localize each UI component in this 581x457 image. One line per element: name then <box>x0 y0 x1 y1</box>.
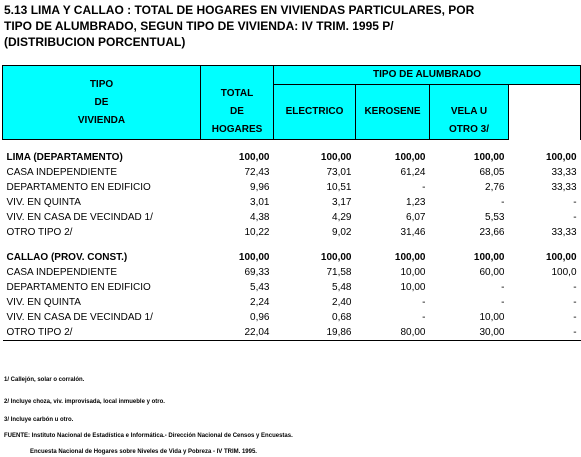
footnote-2: 2/ Incluye choza, viv. improvisada, local inmueble y otro. <box>4 399 165 405</box>
table-row: VIV. EN CASA DE VECINDAD 1/ 0,96 0,68 - 10,00 - <box>6 312 577 323</box>
table-row: OTRO TIPO 2/ 10,22 9,02 31,46 23,66 33,33 <box>6 227 577 238</box>
table-row: VIV. EN QUINTA 3,01 3,17 1,23 - - <box>6 197 577 208</box>
section-heading-lima: LIMA (DEPARTAMENTO) 100,00 100,00 100,00 100,00 100,00 <box>6 152 577 163</box>
title-line-1: 5.13 LIMA Y CALLAO : TOTAL DE HOGARES EN VIVIENDAS PARTICULARES, POR <box>4 3 475 17</box>
source-note-2: Encuesta Nacional de Hogares sobre Niveles de Vida y Pobreza - IV TRIM. 1995. <box>30 449 257 455</box>
header-vela: VELA U OTRO 3/ <box>430 85 509 140</box>
table-row: VIV. EN CASA DE VECINDAD 1/ 4,38 4,29 6,07 5,53 - <box>6 212 577 223</box>
title-line-3: (DISTRIBUCION PORCENTUAL) <box>4 35 186 49</box>
header-tipo-vivienda: TIPO DE VIVIENDA <box>3 66 201 140</box>
header-total-hogares: TOTAL DE HOGARES <box>201 66 274 140</box>
document-title <box>4 2 574 50</box>
header-electrico: ELECTRICO <box>274 85 356 140</box>
table-row: OTRO TIPO 2/ 22,04 19,86 80,00 30,00 - <box>6 327 577 338</box>
header-tipo-alumbrado: TIPO DE ALUMBRADO <box>274 66 581 85</box>
header-kerosene: KEROSENE <box>356 85 430 140</box>
table-row: DEPARTAMENTO EN EDIFICIO 5,43 5,48 10,00 - - <box>6 282 577 293</box>
table-row: CASA INDEPENDIENTE 72,43 73,01 61,24 68,05 33,33 <box>6 167 577 178</box>
footnote-1: 1/ Callejón, solar o corralón. <box>4 377 85 383</box>
source-note: FUENTE: Instituto Nacional de Estadística e Informática.- Dirección Nacional de Censos y Encuestas. <box>4 433 293 439</box>
section-heading-callao: CALLAO (PROV. CONST.) 100,00 100,00 100,00 100,00 100,00 <box>6 252 577 263</box>
table-row: VIV. EN QUINTA 2,24 2,40 - - - <box>6 297 577 308</box>
table-row: DEPARTAMENTO EN EDIFICIO 9,96 10,51 - 2,76 33,33 <box>6 182 577 193</box>
table-row: CASA INDEPENDIENTE 69,33 71,58 10,00 60,00 100,0 <box>6 267 577 278</box>
data-table <box>2 65 581 341</box>
footnote-3: 3/ Incluye carbón u otro. <box>4 417 74 423</box>
title-line-2: TIPO DE ALUMBRADO, SEGUN TIPO DE VIVIENDA: IV TRIM. 1995 P/ <box>4 19 394 33</box>
